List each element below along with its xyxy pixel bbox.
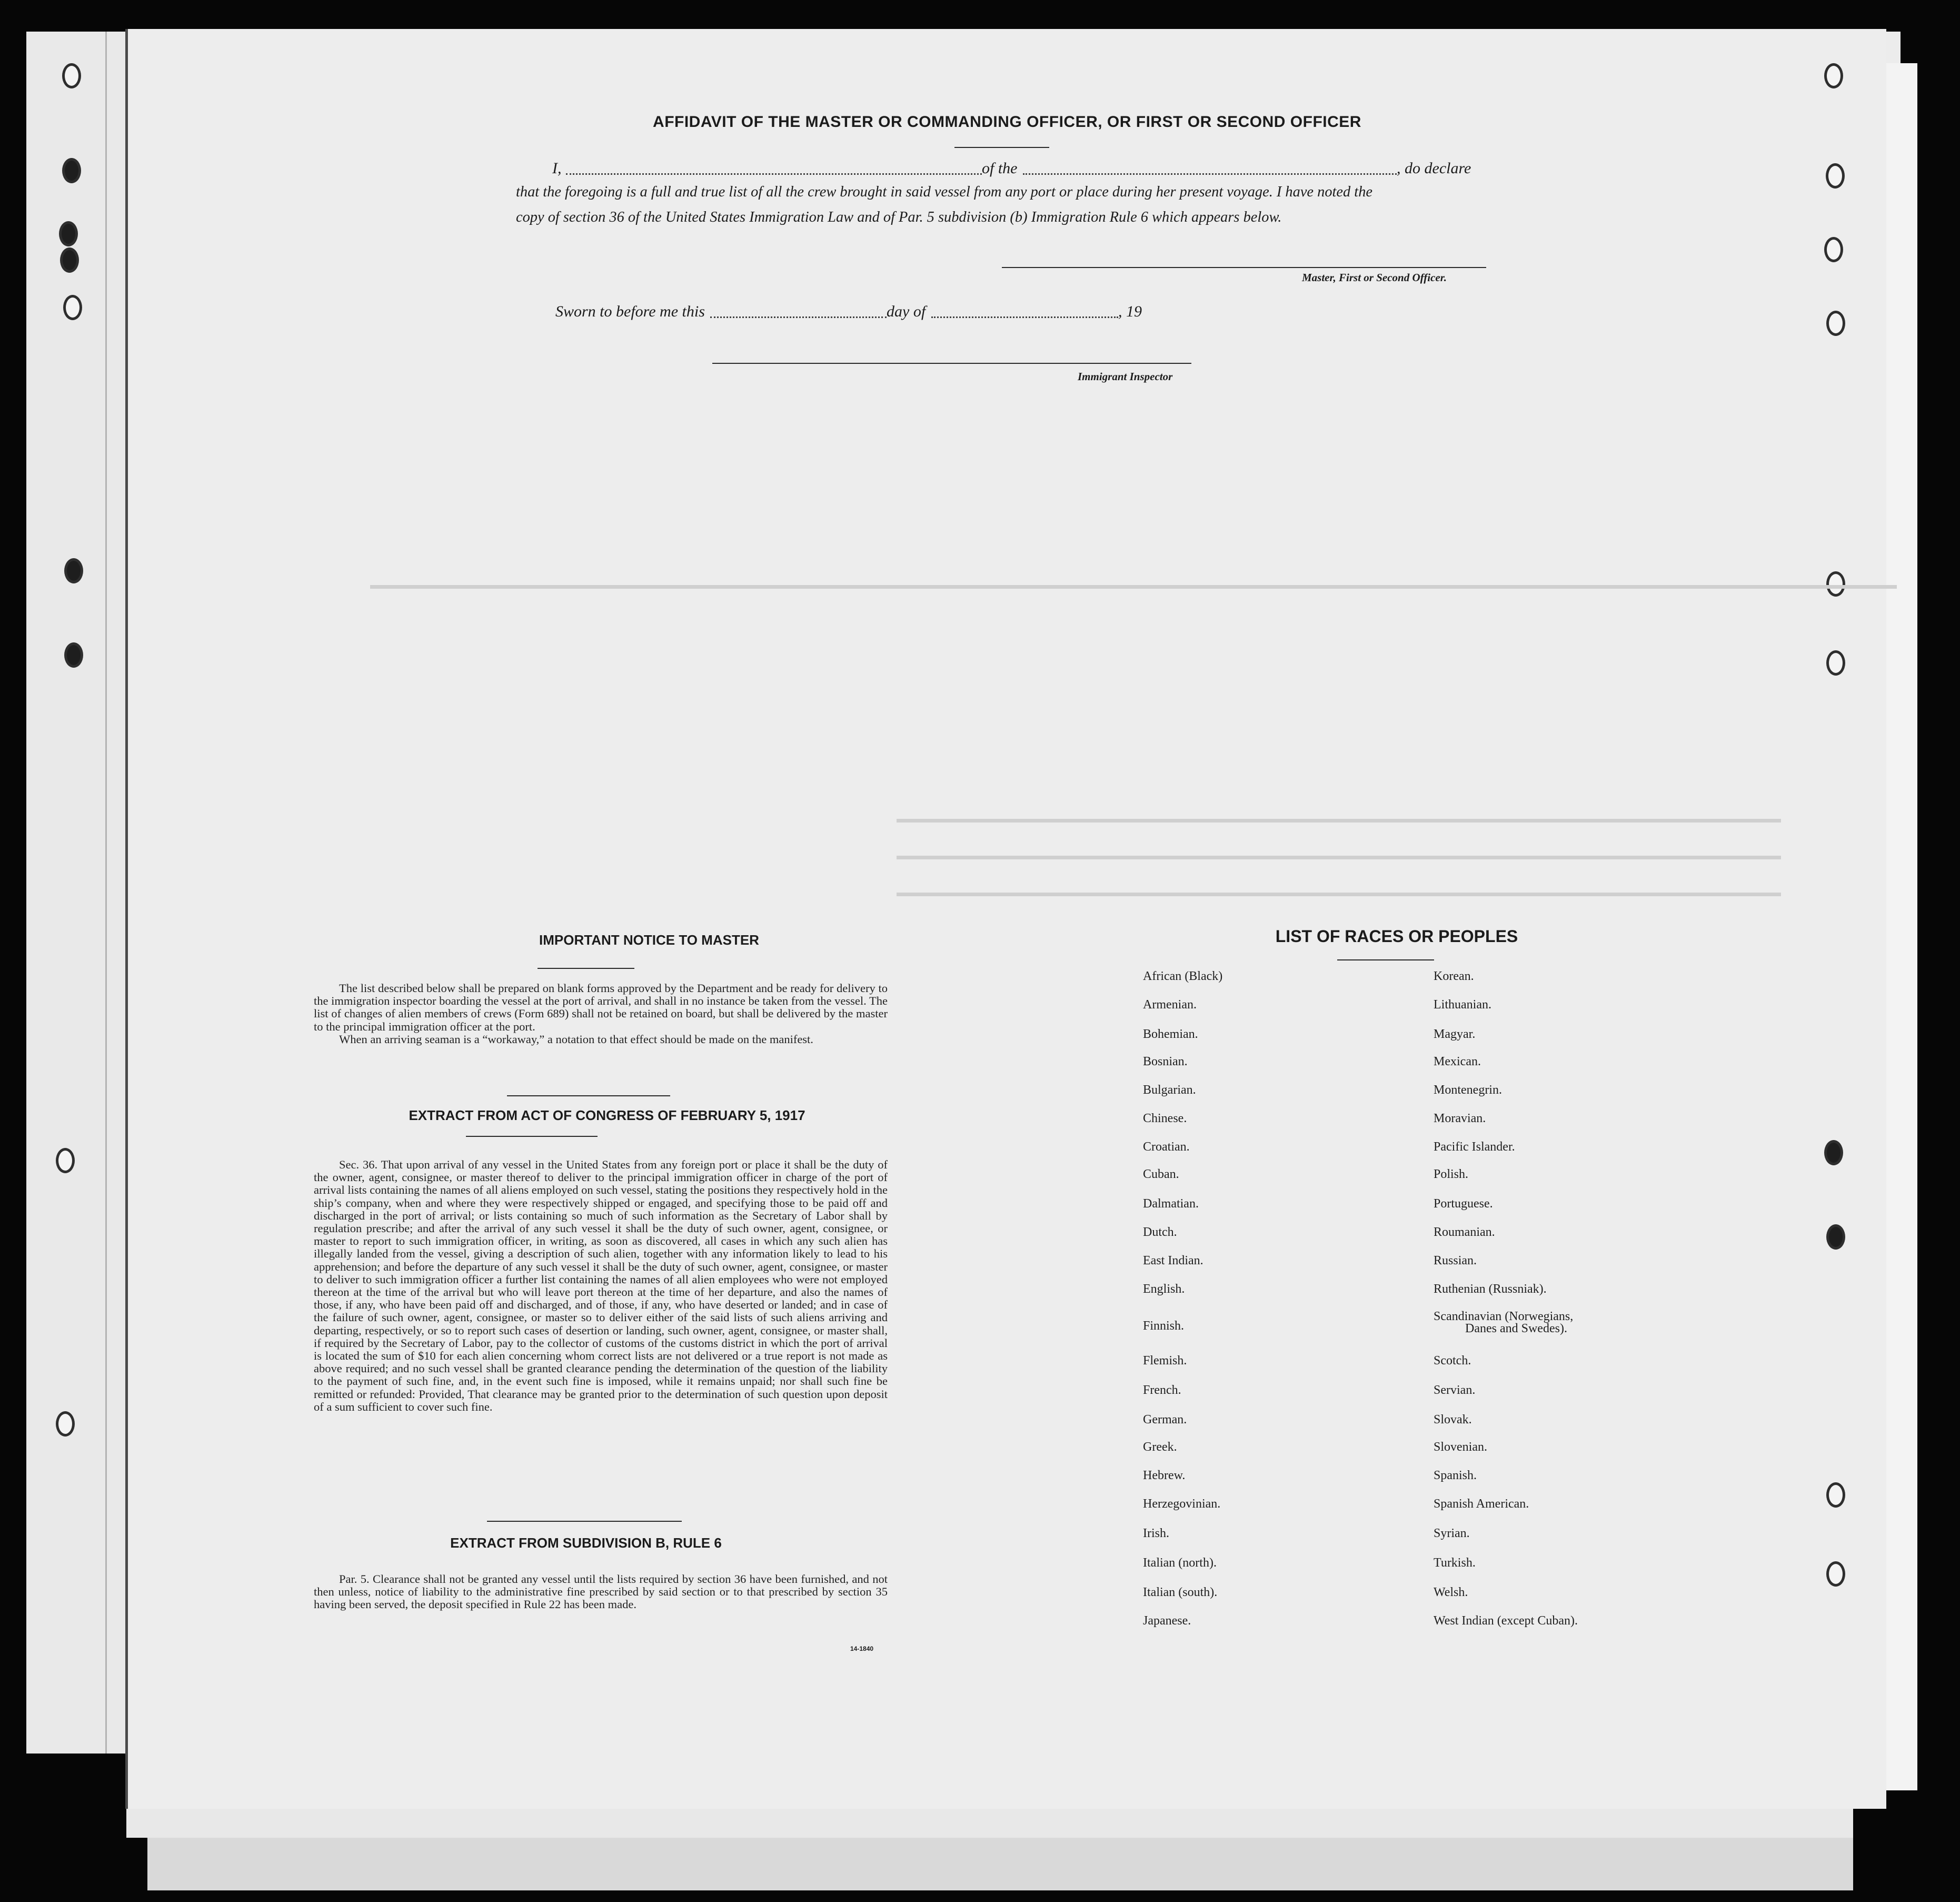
race-item: Polish. xyxy=(1434,1167,1469,1181)
race-item: Portuguese. xyxy=(1434,1197,1493,1211)
affidavit-line-2: that the foregoing is a full and true list of all the crew brought in said vessel from any port or place during her present voyage. I have noted the xyxy=(516,184,1372,200)
race-item: Bulgarian. xyxy=(1143,1083,1196,1097)
affidavit-title: AFFIDAVIT OF THE MASTER OR COMMANDING OFFICER, OR FIRST OR SECOND OFFICER xyxy=(653,113,1361,131)
title-underline xyxy=(954,147,1049,148)
race-item: Herzegovinian. xyxy=(1143,1497,1221,1511)
race-item: Spanish American. xyxy=(1434,1497,1529,1511)
binding-strip xyxy=(26,32,128,1754)
inspector-signature-label: Immigrant Inspector xyxy=(1078,370,1173,383)
race-item: Spanish. xyxy=(1434,1469,1477,1482)
binding-hole xyxy=(1826,1482,1845,1508)
binding-strip-edge xyxy=(105,32,107,1754)
inspector-signature-line[interactable] xyxy=(712,363,1191,364)
affidavit-of-the-label: of the xyxy=(982,160,1018,177)
race-item: East Indian. xyxy=(1143,1254,1203,1267)
race-item: Servian. xyxy=(1434,1383,1476,1397)
race-item: Italian (south). xyxy=(1143,1586,1218,1599)
races-title-underline xyxy=(1337,959,1434,960)
binding-hole xyxy=(1826,1561,1845,1587)
race-item: Korean. xyxy=(1434,969,1474,983)
race-item: Montenegrin. xyxy=(1434,1083,1502,1097)
binding-hole xyxy=(1826,1224,1845,1250)
binding-hole xyxy=(1826,311,1845,336)
races-title: LIST OF RACES OR PEOPLES xyxy=(1275,927,1518,946)
race-item: Lithuanian. xyxy=(1434,998,1491,1012)
notice-title: IMPORTANT NOTICE TO MASTER xyxy=(539,932,759,948)
race-item: Italian (north). xyxy=(1143,1556,1217,1570)
race-item: Slovak. xyxy=(1434,1413,1472,1426)
rule-paragraph: Par. 5. Clearance shall not be granted any vessel until the lists required by section 36 have been furnished, and not then unless, notice of liability to the administrative fine prescribed by said section or to that prescribed by section 35 having been served, the deposit specified in Rule 22 has been made. xyxy=(314,1572,888,1611)
master-signature-line[interactable] xyxy=(1002,267,1486,268)
binding-hole xyxy=(62,158,81,183)
race-item: Armenian. xyxy=(1143,998,1197,1012)
bleed-through-line xyxy=(370,585,1897,589)
act-title-underline xyxy=(466,1136,598,1137)
binding-hole xyxy=(63,295,82,320)
binding-hole xyxy=(1824,63,1843,88)
race-continuation: Danes and Swedes). xyxy=(1465,1322,1567,1335)
document-page xyxy=(125,29,1886,1809)
sworn-day-of-label: day of xyxy=(887,303,926,320)
race-item: Finnish. xyxy=(1143,1319,1185,1333)
vessel-name-field[interactable] xyxy=(1023,173,1397,175)
race-item: African (Black) xyxy=(1143,969,1223,983)
race-item: Bohemian. xyxy=(1143,1027,1198,1041)
affidavit-line-3: copy of section 36 of the United States Immigration Law and of Par. 5 subdivision (b) Immigration Rule 6 which appears below. xyxy=(516,209,1282,225)
sworn-day-field[interactable] xyxy=(710,316,887,318)
race-item: Chinese. xyxy=(1143,1112,1187,1125)
race-item: English. xyxy=(1143,1282,1185,1296)
race-item: Scandinavian (Norwegians, xyxy=(1434,1310,1574,1323)
binding-hole xyxy=(1826,163,1845,189)
binding-hole xyxy=(62,63,81,88)
binding-hole xyxy=(59,221,78,246)
race-item: German. xyxy=(1143,1413,1187,1426)
race-item: Bosnian. xyxy=(1143,1055,1188,1068)
race-item: Cuban. xyxy=(1143,1167,1179,1181)
bleed-through-line xyxy=(897,856,1781,859)
sworn-month-field[interactable] xyxy=(931,316,1118,318)
race-item: Hebrew. xyxy=(1143,1469,1186,1482)
race-item: French. xyxy=(1143,1383,1181,1397)
sworn-year-label: , 19 xyxy=(1118,303,1142,320)
affidavit-declare-label: , do declare xyxy=(1397,160,1471,177)
notice-paragraph: The list described below shall be prepared on blank forms approved by the Department and be ready for delivery to the immigration inspector boarding the vessel at the port of arrival, and shall in no instance be taken from the vessel. The list of changes of alien members of crews (Form 689) shall not be retained on board, but shall be delivered by the master to the principal immigration officer at the port. xyxy=(314,982,888,1033)
notice-title-underline xyxy=(538,968,634,969)
act-text xyxy=(314,1158,888,1413)
race-item: Croatian. xyxy=(1143,1140,1190,1154)
section-divider xyxy=(487,1521,682,1522)
act-paragraph: Sec. 36. That upon arrival of any vessel in the United States from any foreign port or place it shall be the duty of the owner, agent, consignee, or master thereof to deliver to the principal immigration officer in charge of the port of arrival lists containing the names of all aliens employed on such vessel, stating the positions they respectively hold in the ship’s company, when and where they were respectively shipped or engaged, and specifying those to be paid off and discharged in the port of arrival; or lists containing so much of such information as the Secretary of Labor shall by regulation prescribe; and after the arrival of any such vessel it shall be the duty of such owner, agent, consignee, or master to report to such immigration officer, in writing, as soon as discovered, all cases in which any such alien has illegally landed from the vessel, giving a description of such alien, together with any information likely to lead to his apprehension; and before the departure of any such vessel it shall be the duty of such owner, agent, consignee, or master to deliver to such immigration officer a further list containing the names of all alien employees who were not employed thereon at the time of the arrival but who will leave port thereon at the time of her departure, and also the names of those, if any, who have been paid off and discharged, and of those, if any, who have deserted or landed; and in case of the failure of such owner, agent, consignee, or master so to deliver either of the said lists of such aliens arriving and departing, respectively, or so to report such cases of desertion or landing, such owner, agent, consignee, or master shall, if required by the Secretary of Labor, pay to the collector of customs of the customs district in which the port of arrival is located the sum of $10 for each alien concerning whom correct lists are not delivered or a true report is not made as above required; and no such vessel shall be granted clearance pending the determination of the question of the liability to the payment of such fine, and, in the event such fine is imposed, while it remains unpaid; nor shall such fine be remitted or refunded: Provided, That clearance may be granted prior to the determination of such question upon deposit of a sum sufficient to cover such fine. xyxy=(314,1158,888,1413)
rule-text xyxy=(314,1573,888,1611)
form-code: 14-1840 xyxy=(850,1645,874,1652)
notice-paragraph: When an arriving seaman is a “workaway,” a notation to that effect should be made on the manifest. xyxy=(339,1032,813,1046)
binding-hole xyxy=(56,1411,75,1437)
affidavit-i-label: I, xyxy=(552,160,562,177)
race-item: Irish. xyxy=(1143,1527,1169,1540)
race-item: Moravian. xyxy=(1434,1112,1486,1125)
race-item: Magyar. xyxy=(1434,1027,1476,1041)
master-signature-label: Master, First or Second Officer. xyxy=(1302,271,1447,284)
binding-hole xyxy=(1824,1140,1843,1165)
race-item: Japanese. xyxy=(1143,1614,1191,1628)
race-item: Pacific Islander. xyxy=(1434,1140,1515,1154)
race-item: Syrian. xyxy=(1434,1527,1470,1540)
bleed-through-line xyxy=(897,893,1781,896)
binding-hole xyxy=(1824,237,1843,262)
binding-hole xyxy=(1826,650,1845,676)
name-field[interactable] xyxy=(566,173,982,175)
binding-hole xyxy=(64,558,83,583)
race-item: Slovenian. xyxy=(1434,1440,1487,1454)
act-title: EXTRACT FROM ACT OF CONGRESS OF FEBRUARY 5, 1917 xyxy=(409,1107,805,1123)
race-item: Russian. xyxy=(1434,1254,1477,1267)
rule-title: EXTRACT FROM SUBDIVISION B, RULE 6 xyxy=(450,1535,722,1551)
notice-text xyxy=(314,982,888,1046)
race-item: Turkish. xyxy=(1434,1556,1476,1570)
bleed-through-line xyxy=(897,819,1781,823)
race-item: Scotch. xyxy=(1434,1354,1471,1368)
race-item: Roumanian. xyxy=(1434,1225,1495,1239)
race-item: Dalmatian. xyxy=(1143,1197,1199,1211)
binding-hole xyxy=(60,247,79,273)
race-item: Dutch. xyxy=(1143,1225,1177,1239)
section-divider xyxy=(507,1095,670,1096)
binding-hole xyxy=(64,642,83,668)
race-item: Greek. xyxy=(1143,1440,1177,1454)
binding-hole xyxy=(1826,571,1845,597)
binding-hole xyxy=(56,1148,75,1173)
race-item: West Indian (except Cuban). xyxy=(1434,1614,1578,1628)
race-item: Ruthenian (Russniak). xyxy=(1434,1282,1547,1296)
race-item: Flemish. xyxy=(1143,1354,1187,1368)
race-item: Mexican. xyxy=(1434,1055,1481,1068)
race-item: Welsh. xyxy=(1434,1586,1468,1599)
sworn-label: Sworn to before me this xyxy=(555,303,705,320)
